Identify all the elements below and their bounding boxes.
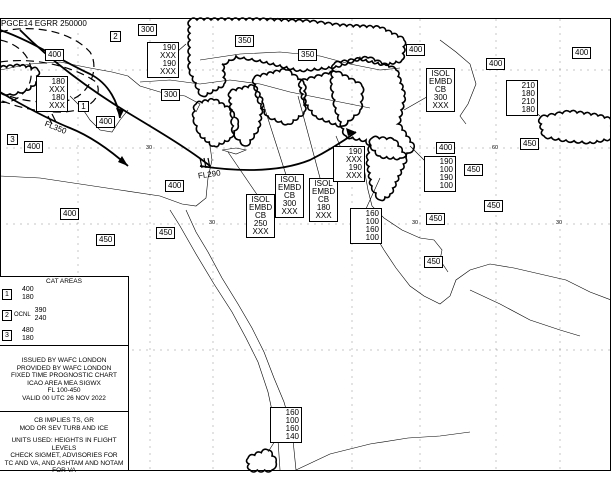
legend-area-2: 2 OCNL 390 240 xyxy=(2,307,46,323)
issued-line: FIXED TIME PROGNOSTIC CHART xyxy=(11,372,117,379)
turb-box-6: 210 180 210 180 xyxy=(506,80,538,116)
flight-level-label: 400 xyxy=(486,58,505,70)
turb-box-4: 190 100 190 100 xyxy=(424,156,456,192)
turb-box-1: 190 XXX 190 XXX xyxy=(147,42,179,78)
coast-red-sea-west xyxy=(170,210,280,470)
cb-area-8 xyxy=(539,110,611,143)
area-tag-3: 3 xyxy=(7,134,18,145)
cb-box-3: ISOL EMBD CB 180 XXX xyxy=(309,178,338,222)
cb-box-1: ISOL EMBD CB 300 XXX xyxy=(426,68,455,112)
issued-line: ICAO AREA MEA SIGWX xyxy=(27,379,101,387)
flight-level-label: 400 xyxy=(60,208,79,220)
jet-wind-bars xyxy=(48,114,210,168)
turb-box-7: 160 100 160 140 xyxy=(270,407,302,443)
flight-level-label: 450 xyxy=(156,227,175,239)
coast-arabia-south xyxy=(296,432,470,470)
notes-line: UNITS USED: HEIGHTS IN FLIGHT LEVELS xyxy=(11,437,117,452)
chart-header-title: PGCE14 EGRR 250000 xyxy=(1,19,87,28)
latlon-label: 30 xyxy=(556,220,563,226)
flight-level-label: 400 xyxy=(165,180,184,192)
jet-label-fl350: FL350 xyxy=(43,119,68,136)
flight-level-label: 450 xyxy=(484,200,503,212)
jet-arrowheads xyxy=(116,108,356,166)
cb-box-2: ISOL EMBD CB 300 XXX xyxy=(275,174,304,218)
legend-area-3: 3 480 180 xyxy=(2,327,34,343)
cb-area-7 xyxy=(366,136,406,200)
jet-label-fl290: FL290 xyxy=(197,168,222,181)
cb-box-4: ISOL EMBD CB 250 XXX xyxy=(246,194,275,238)
flight-level-label: 400 xyxy=(436,142,455,154)
turb-box-2: 180 XXX 180 XXX xyxy=(36,76,68,112)
flight-level-label: 350 xyxy=(235,35,254,47)
coast-cyprus xyxy=(222,148,246,154)
flight-level-label: 300 xyxy=(138,24,157,36)
latlon-label: 30 xyxy=(209,220,216,226)
flight-level-label: 450 xyxy=(520,138,539,150)
flight-level-label: 400 xyxy=(96,116,115,128)
notes-line: TC AND VA, AND ASHTAM AND NOTAM FOR VA xyxy=(4,459,124,474)
notes-line: MOD OR SEV TURB AND ICE xyxy=(19,424,109,432)
turb-box-3: 190 XXX 190 XXX xyxy=(333,146,365,182)
notes-line: CHECK SIGMET, ADVISORIES FOR xyxy=(10,452,118,459)
issued-line: ISSUED BY WAFC LONDON xyxy=(21,357,107,364)
area-tag-1: 1 xyxy=(78,101,89,112)
cb-area-6 xyxy=(330,57,414,160)
flight-level-label: 400 xyxy=(24,141,43,153)
flight-level-label: 300 xyxy=(161,89,180,101)
flight-level-label: 450 xyxy=(96,234,115,246)
legend-area-1: 1 400 180 xyxy=(2,286,34,302)
turb-box-5: 160 100 160 100 xyxy=(350,208,382,244)
latlon-label: 30 xyxy=(146,145,153,151)
latlon-label: 30 xyxy=(412,220,419,226)
legend-title: CAT AREAS xyxy=(46,278,82,285)
area-tag-2: 2 xyxy=(110,31,121,42)
flight-level-label: 400 xyxy=(406,44,425,56)
issued-line: VALID 00 UTC 26 NOV 2022 xyxy=(22,394,106,402)
arrowhead-1 xyxy=(118,156,128,166)
flight-level-label: 450 xyxy=(426,213,445,225)
cat-area-3 xyxy=(0,40,31,102)
coast-levant-egypt xyxy=(0,146,212,206)
coast-gulf xyxy=(360,214,611,304)
flight-level-label: 450 xyxy=(464,164,483,176)
issued-line: PROVIDED BY WAFC LONDON xyxy=(16,364,112,372)
flight-level-label: 400 xyxy=(572,47,591,59)
cb-area-9 xyxy=(247,449,277,472)
latlon-label: 60 xyxy=(492,145,499,151)
flight-level-label: 350 xyxy=(298,49,317,61)
notes-line: CB IMPLIES TS, GR xyxy=(34,417,94,424)
legend-issued xyxy=(0,345,128,412)
coast-oman xyxy=(470,290,580,336)
legend-panel xyxy=(0,276,129,474)
legend-cat-areas xyxy=(0,277,128,346)
flight-level-label: 450 xyxy=(424,256,443,268)
flight-level-label: 400 xyxy=(45,49,64,61)
issued-line: FL 100-450 xyxy=(47,387,81,394)
